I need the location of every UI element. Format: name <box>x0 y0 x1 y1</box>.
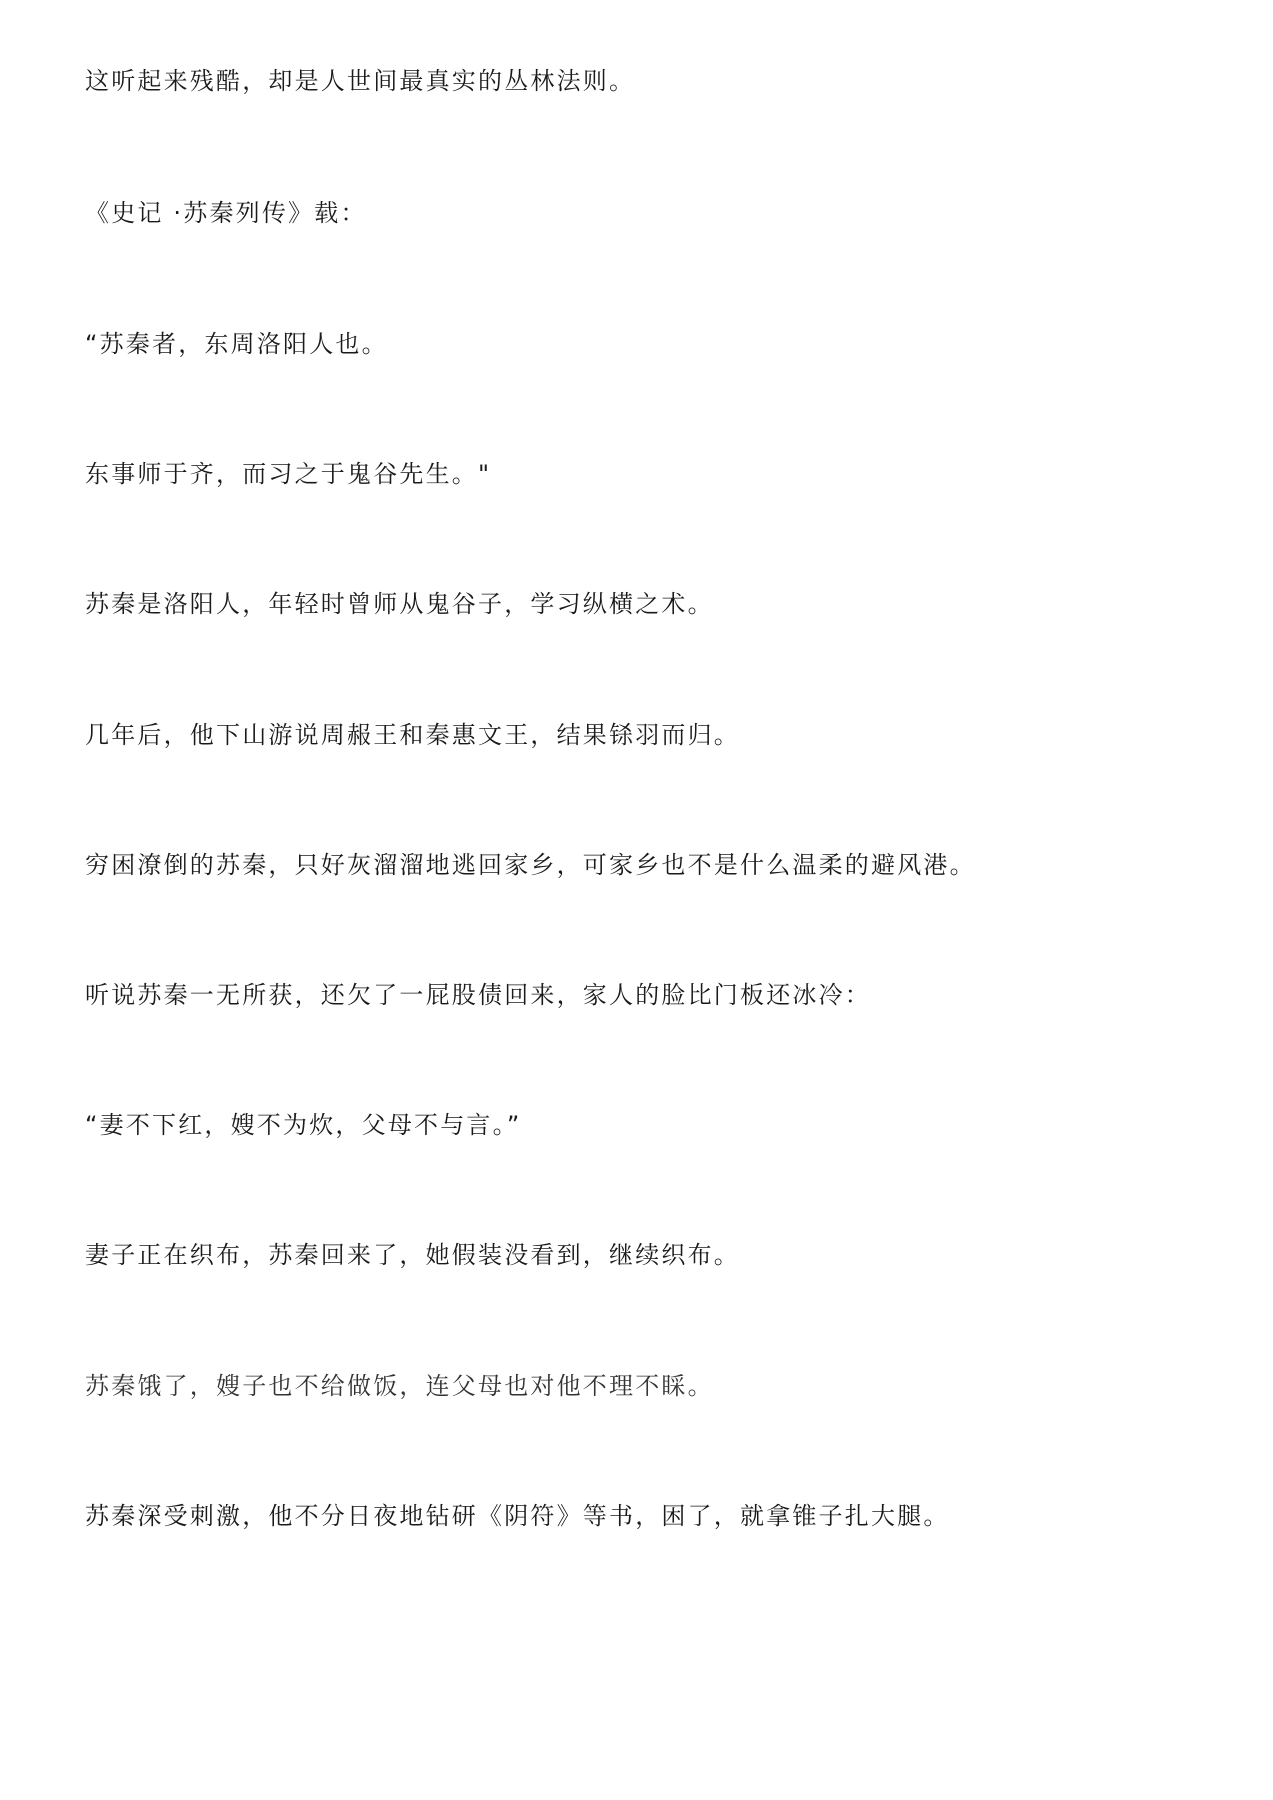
paragraph: 苏秦深受刺激，他不分日夜地钻研《阴符》等书，困了，就拿锥子扎大腿。 <box>85 1502 950 1530</box>
paragraph: 妻子正在织布，苏秦回来了，她假装没看到，继续织布。 <box>85 1241 740 1269</box>
paragraph: 苏秦饿了，嫂子也不给做饭，连父母也对他不理不睬。 <box>85 1372 714 1400</box>
paragraph: 《史记 ·苏秦列传》载： <box>85 199 367 227</box>
paragraph: 这听起来残酷，却是人世间最真实的丛林法则。 <box>85 67 636 95</box>
paragraph: 苏秦是洛阳人，年轻时曾师从鬼谷子，学习纵横之术。 <box>85 590 714 618</box>
paragraph: “苏秦者，东周洛阳人也。 <box>85 330 388 358</box>
paragraph: 听说苏秦一无所获，还欠了一屁股债回来，家人的脸比门板还冰冷： <box>85 981 871 1009</box>
paragraph: 穷困潦倒的苏秦，只好灰溜溜地逃回家乡，可家乡也不是什么温柔的避风港。 <box>85 851 976 879</box>
paragraph: “妻不下红，嫂不为炊，父母不与言。” <box>85 1111 522 1139</box>
paragraph: 几年后，他下山游说周赧王和秦惠文王，结果铩羽而归。 <box>85 721 740 749</box>
paragraph: 东事师于齐，而习之于鬼谷先生。" <box>85 460 492 488</box>
